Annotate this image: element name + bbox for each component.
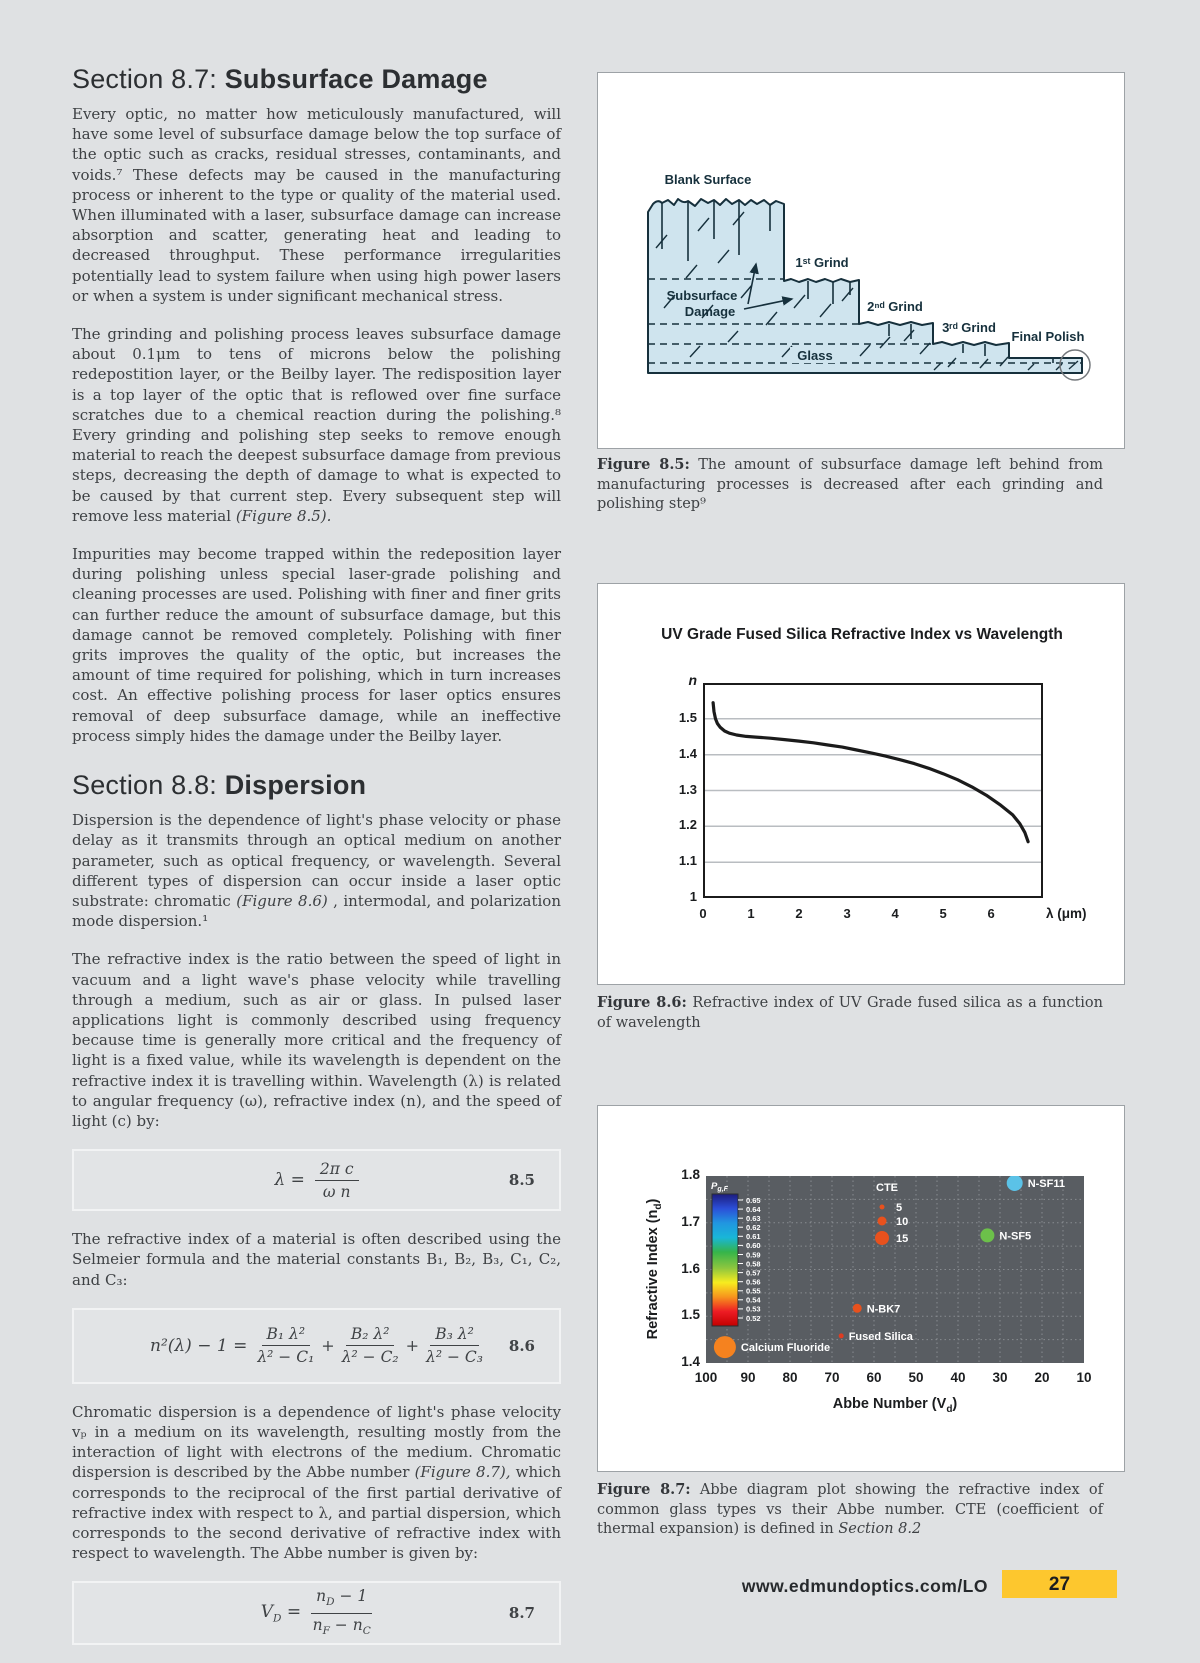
equation-8-7-denominator — [313, 1614, 371, 1640]
y-tick-label: 1.2 — [678, 817, 697, 833]
equation-8-6-term-1-numerator: B₁ λ² — [262, 1325, 311, 1346]
x-tick-label: 40 — [950, 1370, 966, 1385]
y-tick-label: 1 — [689, 889, 697, 904]
abbe-number-symbol: V — [260, 1602, 274, 1623]
equation-8-7-fraction — [311, 1587, 372, 1640]
figure-8-5-caption-text: The amount of subsurface damage left behind from manufacturing processes is decreased after each grinding and polishing step⁹ — [597, 457, 1103, 512]
subsurface-damage-label-line1: Subsurface — [666, 288, 738, 303]
x-tick-label: 6 — [987, 906, 995, 921]
section-8-8-title — [72, 770, 561, 801]
equation-8-5-fraction — [315, 1160, 359, 1201]
refractive-index-curve — [713, 703, 1028, 842]
equation-8-6-number: 8.6 — [508, 1336, 535, 1355]
paragraph-8-7-3: Impurities may become trapped within the redeposition layer during polishing unless special laser-grade polishing and cleaning processes are used. Polishing with finer and finer grits can further reduce the amount of subsurface damage, but this damage cannot be removed completely. Polishing with finer grits improves the quality of the optic, but increases the amount of time required for polishing, which in turn increases cost. An effective polishing process for laser optics ensures removal of deep subsurface damage, while an ineffective process simply hides the damage under the Beilby layer. — [72, 545, 561, 745]
colorbar-tick-label: 0.52 — [746, 1313, 761, 1323]
x-tick-label: 10 — [1076, 1370, 1092, 1385]
paragraph-8-8-2: The refractive index is the ratio between the speed of light in vacuum and a light wave's phase velocity while travelling through a medium, such as air or glass. In pulsed laser applications light is commonly described using frequency because time is generally more critical and the frequency of light is a fixed value, while its wavelength is dependent on the refractive index it is travelling within. Wavelength (λ) is related to angular frequency (ω), refractive index (n), and the speed of light (c) by: — [72, 950, 561, 1130]
paragraph-8-7-2-text: The grinding and polishing process leaves subsurface damage about 0.1μm to tens of microns below the polishing redepostition layer, or the Beilby layer. The redisposition layer is a top layer of the optic that is reflowed over fine surface scratches due to a chemical reaction during the polishing.⁸ Every grinding and polishing step seeks to remove enough material to reach the deepest subsurface damage from previous steps, decreasing the depth of damage to what is expected to be caused by that current step. Every subsequent step will remove less material — [72, 325, 561, 525]
equation-8-6 — [72, 1308, 561, 1384]
x-tick-label: 30 — [992, 1370, 1008, 1385]
equation-8-6-term-3-denominator: λ² − C₃ — [426, 1348, 483, 1367]
abbe-diagram-scatter-plot — [706, 1176, 1084, 1363]
equation-8-6-term-2-numerator: B₂ λ² — [346, 1325, 395, 1346]
paragraph-8-8-3: The refractive index of a material is often described using the Selmeier formula and the material constants B₁, B₂, B₃, C₁, C₂, and C₃: — [72, 1230, 561, 1289]
figure-8-6-caption-text: Refractive index of UV Grade fused silica as a function of wavelength — [597, 995, 1103, 1031]
x-tick-label: 60 — [866, 1370, 882, 1385]
figure-8-6-caption — [597, 993, 1103, 1033]
section-8-2-reference: Section 8.2 — [838, 1521, 922, 1537]
paragraph-8-8-1-text-b: , intermodal, and polarization mode dispersion.¹ — [72, 891, 561, 931]
data-point-label: N-SF11 — [1027, 1178, 1065, 1190]
x-tick-label: 4 — [891, 906, 899, 921]
colorbar-tick-label: 0.63 — [746, 1214, 761, 1223]
paragraph-8-7-2 — [72, 324, 561, 526]
colorbar — [712, 1194, 738, 1326]
equation-8-6-term-2 — [342, 1325, 399, 1366]
cte-legend-bubble — [875, 1231, 889, 1245]
blank-surface-label: Blank Surface — [664, 172, 752, 187]
figure-8-5-caption — [597, 455, 1103, 515]
footer-url: www.edmundoptics.com/LO — [741, 1576, 988, 1596]
minus-operator: − — [329, 1615, 353, 1634]
figure-8-6-box — [597, 583, 1125, 985]
equation-8-5 — [72, 1149, 561, 1211]
paragraph-8-8-4 — [72, 1402, 561, 1564]
refractive-index-line-chart — [703, 683, 1043, 898]
equation-8-6-term-1 — [257, 1325, 314, 1366]
data-point-dot — [980, 1228, 994, 1242]
y-axis-label-close: ) — [645, 1198, 661, 1204]
x-tick-label: 50 — [908, 1370, 924, 1385]
paragraph-8-8-1-text-a: Dispersion is the dependence of light's phase velocity or phase delay as it transmits through an optical medium on another parameter, such as optical frequency, or wavelength. Several different types of dispersion can occur inside a laser optic substrate: chromatic — [72, 811, 561, 910]
colorbar-tick-label: 0.57 — [746, 1268, 761, 1278]
x-tick-label: 100 — [694, 1370, 718, 1385]
second-grind-label: 2ⁿᵈ Grind — [867, 299, 923, 314]
refractive-index-symbol: n — [312, 1615, 323, 1634]
y-tick-label: 1.1 — [678, 853, 697, 869]
equation-8-5-number: 8.5 — [508, 1171, 535, 1190]
colorbar-tick-label: 0.64 — [746, 1204, 761, 1214]
figure-8-5-caption-label: Figure 8.5: — [597, 456, 690, 473]
data-point-dot — [714, 1336, 736, 1358]
figure-8-7-caption — [597, 1480, 1103, 1540]
x-tick-label: 1 — [747, 906, 755, 921]
colorbar-title: Pg,F — [711, 1181, 728, 1193]
equation-8-7-lhs — [261, 1602, 301, 1624]
data-point-label: N-BK7 — [866, 1303, 901, 1316]
x-tick-label: 70 — [824, 1370, 840, 1385]
colorbar-tick-label: 0.65 — [746, 1195, 761, 1205]
x-tick-label: 3 — [843, 906, 851, 921]
colorbar-tick-label: 0.59 — [746, 1250, 761, 1260]
equation-8-5-denominator: ω n — [322, 1182, 351, 1201]
data-point-label: N-SF5 — [999, 1230, 1032, 1243]
y-tick-label: 1.8 — [681, 1167, 700, 1182]
section-8-7-title — [72, 64, 561, 95]
refractive-index-symbol: n — [316, 1586, 327, 1605]
cte-legend-value: 5 — [896, 1202, 903, 1214]
cte-legend-bubble — [878, 1217, 887, 1226]
text-column — [72, 64, 561, 1663]
section-8-8-title-prefix: Section 8.8: — [72, 770, 225, 801]
x-tick-label: 2 — [795, 906, 803, 921]
equation-8-6-lhs: n²(λ) − 1 = — [150, 1335, 248, 1356]
paragraph-8-8-4-text-a: Chromatic dispersion is a dependence of light's phase velocity vₚ in a medium on its wavelength, resulting mostly from the interaction of light with electrons of the medium. Chromatic dispersion is described by the Abbe number — [72, 1402, 561, 1482]
cte-legend-title: CTE — [876, 1182, 898, 1194]
cte-legend-value: 10 — [896, 1216, 909, 1228]
refractive-index-symbol: n — [352, 1615, 363, 1634]
first-grind-label: 1ˢᵗ Grind — [795, 255, 849, 270]
colorbar-tick-label: 0.53 — [746, 1304, 761, 1314]
x-tick-label: 20 — [1034, 1370, 1050, 1385]
data-point-dot — [839, 1333, 844, 1338]
plus-operator: + — [321, 1336, 335, 1356]
equals-sign: = — [286, 1602, 302, 1623]
data-point-label: Fused Silica — [848, 1330, 913, 1343]
glass-cross-section — [648, 199, 1082, 373]
cte-legend-value: 15 — [896, 1233, 909, 1245]
subscript-f: F — [322, 1624, 330, 1637]
figure-8-7-reference: (Figure 8.7), — [414, 1463, 511, 1482]
figure-8-7-box — [597, 1105, 1125, 1472]
colorbar-tick-label: 0.56 — [746, 1277, 761, 1287]
y-tick-label: 1.3 — [678, 781, 697, 797]
plus-operator: + — [405, 1336, 420, 1356]
paragraph-8-8-4-text-b: which corresponds to the reciprocal of the first partial derivative of refractive index with respect to λ, and partial dispersion, which corresponds to the second derivative of refractive index with respect to wavelength. The Abbe number is given by: — [72, 1463, 561, 1563]
paragraph-8-7-1: Every optic, no matter how meticulously manufactured, will have some level of subsurface damage below the top surface of the optic such as cracks, residual stresses, contaminants, and voids.⁷ These defects may be caused in the manufacturing process or inherent to the type or quality of the material used. When illuminated with a laser, subsurface damage can increase absorption and scatter, generating heat and leading to decreased throughput. These performance irregularities potentially lead to system failure when using high power lasers or when a system is under significant mechanical stress. — [72, 105, 561, 305]
colorbar-tick-label: 0.58 — [746, 1259, 761, 1269]
x-tick-label: 90 — [740, 1370, 756, 1385]
figure-8-6-caption-label: Figure 8.6: — [597, 994, 687, 1011]
x-axis-label — [706, 1396, 1084, 1415]
subscript-d: D — [326, 1595, 335, 1608]
y-axis-label: n — [688, 672, 697, 688]
equation-8-6-term-3 — [426, 1325, 483, 1366]
subscript-c: C — [362, 1624, 371, 1637]
figure-8-7-caption-label: Figure 8.7: — [597, 1481, 691, 1498]
x-tick-label: 5 — [939, 906, 947, 921]
figure-8-5-box — [597, 72, 1125, 449]
figure-8-7-caption-text: Abbe diagram plot showing the refractive index of common glass types vs their Abbe number. CTE (coefficient of thermal expansion) is defined in — [597, 1482, 1103, 1537]
x-axis-label-close: ) — [952, 1396, 958, 1412]
cte-legend-bubble — [880, 1205, 885, 1210]
page-number-badge: 27 — [1002, 1570, 1117, 1598]
equation-8-5-lhs: λ = — [274, 1170, 305, 1191]
equation-8-6-term-2-denominator: λ² − C₂ — [341, 1348, 399, 1367]
subsurface-damage-label-line2: Damage — [684, 304, 736, 319]
section-8-8-title-bold: Dispersion — [224, 770, 367, 801]
colorbar-tick-label: 0.62 — [746, 1223, 761, 1232]
equation-8-6-term-1-denominator: λ² − C₁ — [257, 1348, 315, 1367]
colorbar-tick-label: 0.61 — [746, 1232, 761, 1242]
chart-title: UV Grade Fused Silica Refractive Index vs Wavelength — [661, 626, 1063, 643]
x-axis-label: λ (μm) — [1046, 906, 1087, 921]
y-tick-label: 1.7 — [681, 1213, 700, 1229]
figure-8-5-reference: (Figure 8.5). — [235, 506, 332, 525]
section-8-7-title-prefix: Section 8.7: — [72, 64, 225, 94]
y-tick-label: 1.5 — [681, 1307, 700, 1323]
x-tick-label: 0 — [699, 906, 707, 921]
abbe-number-subscript: D — [273, 1612, 282, 1625]
y-axis-label-subscript: d — [652, 1203, 664, 1210]
subsurface-damage-diagram — [598, 73, 1123, 447]
y-tick-label: 1.6 — [681, 1260, 700, 1276]
y-tick-label: 1.5 — [678, 709, 697, 725]
final-polish-label: Final Polish — [1011, 329, 1085, 344]
equation-8-5-numerator: 2π c — [315, 1160, 359, 1181]
paragraph-8-8-1 — [72, 810, 561, 931]
third-grind-label: 3ʳᵈ Grind — [942, 320, 996, 335]
x-axis-label-text: Abbe Number (V — [832, 1396, 947, 1412]
colorbar-tick-label: 0.60 — [746, 1241, 761, 1251]
section-8-7-title-bold: Subsurface Damage — [224, 64, 488, 94]
equation-8-6-term-3-numerator: B₃ λ² — [430, 1325, 479, 1346]
equation-8-7-numerator — [311, 1587, 372, 1614]
x-axis-label-subscript: d — [946, 1403, 953, 1415]
data-point-dot — [853, 1304, 862, 1313]
y-tick-label: 1.4 — [681, 1354, 700, 1369]
data-point-label: Calcium Fluoride — [740, 1342, 831, 1355]
equation-8-7-number: 8.7 — [508, 1604, 535, 1623]
y-axis-label-text: Refractive Index (n — [645, 1209, 661, 1340]
x-tick-label: 80 — [782, 1370, 798, 1385]
colorbar-tick-label: 0.55 — [746, 1286, 761, 1296]
numerator-tail: − 1 — [334, 1586, 368, 1605]
equation-8-7 — [72, 1581, 561, 1645]
figure-8-6-reference: (Figure 8.6) — [236, 891, 328, 910]
y-tick-label: 1.4 — [678, 745, 697, 761]
colorbar-tick-label: 0.54 — [746, 1295, 761, 1305]
glass-label: Glass — [797, 348, 833, 363]
